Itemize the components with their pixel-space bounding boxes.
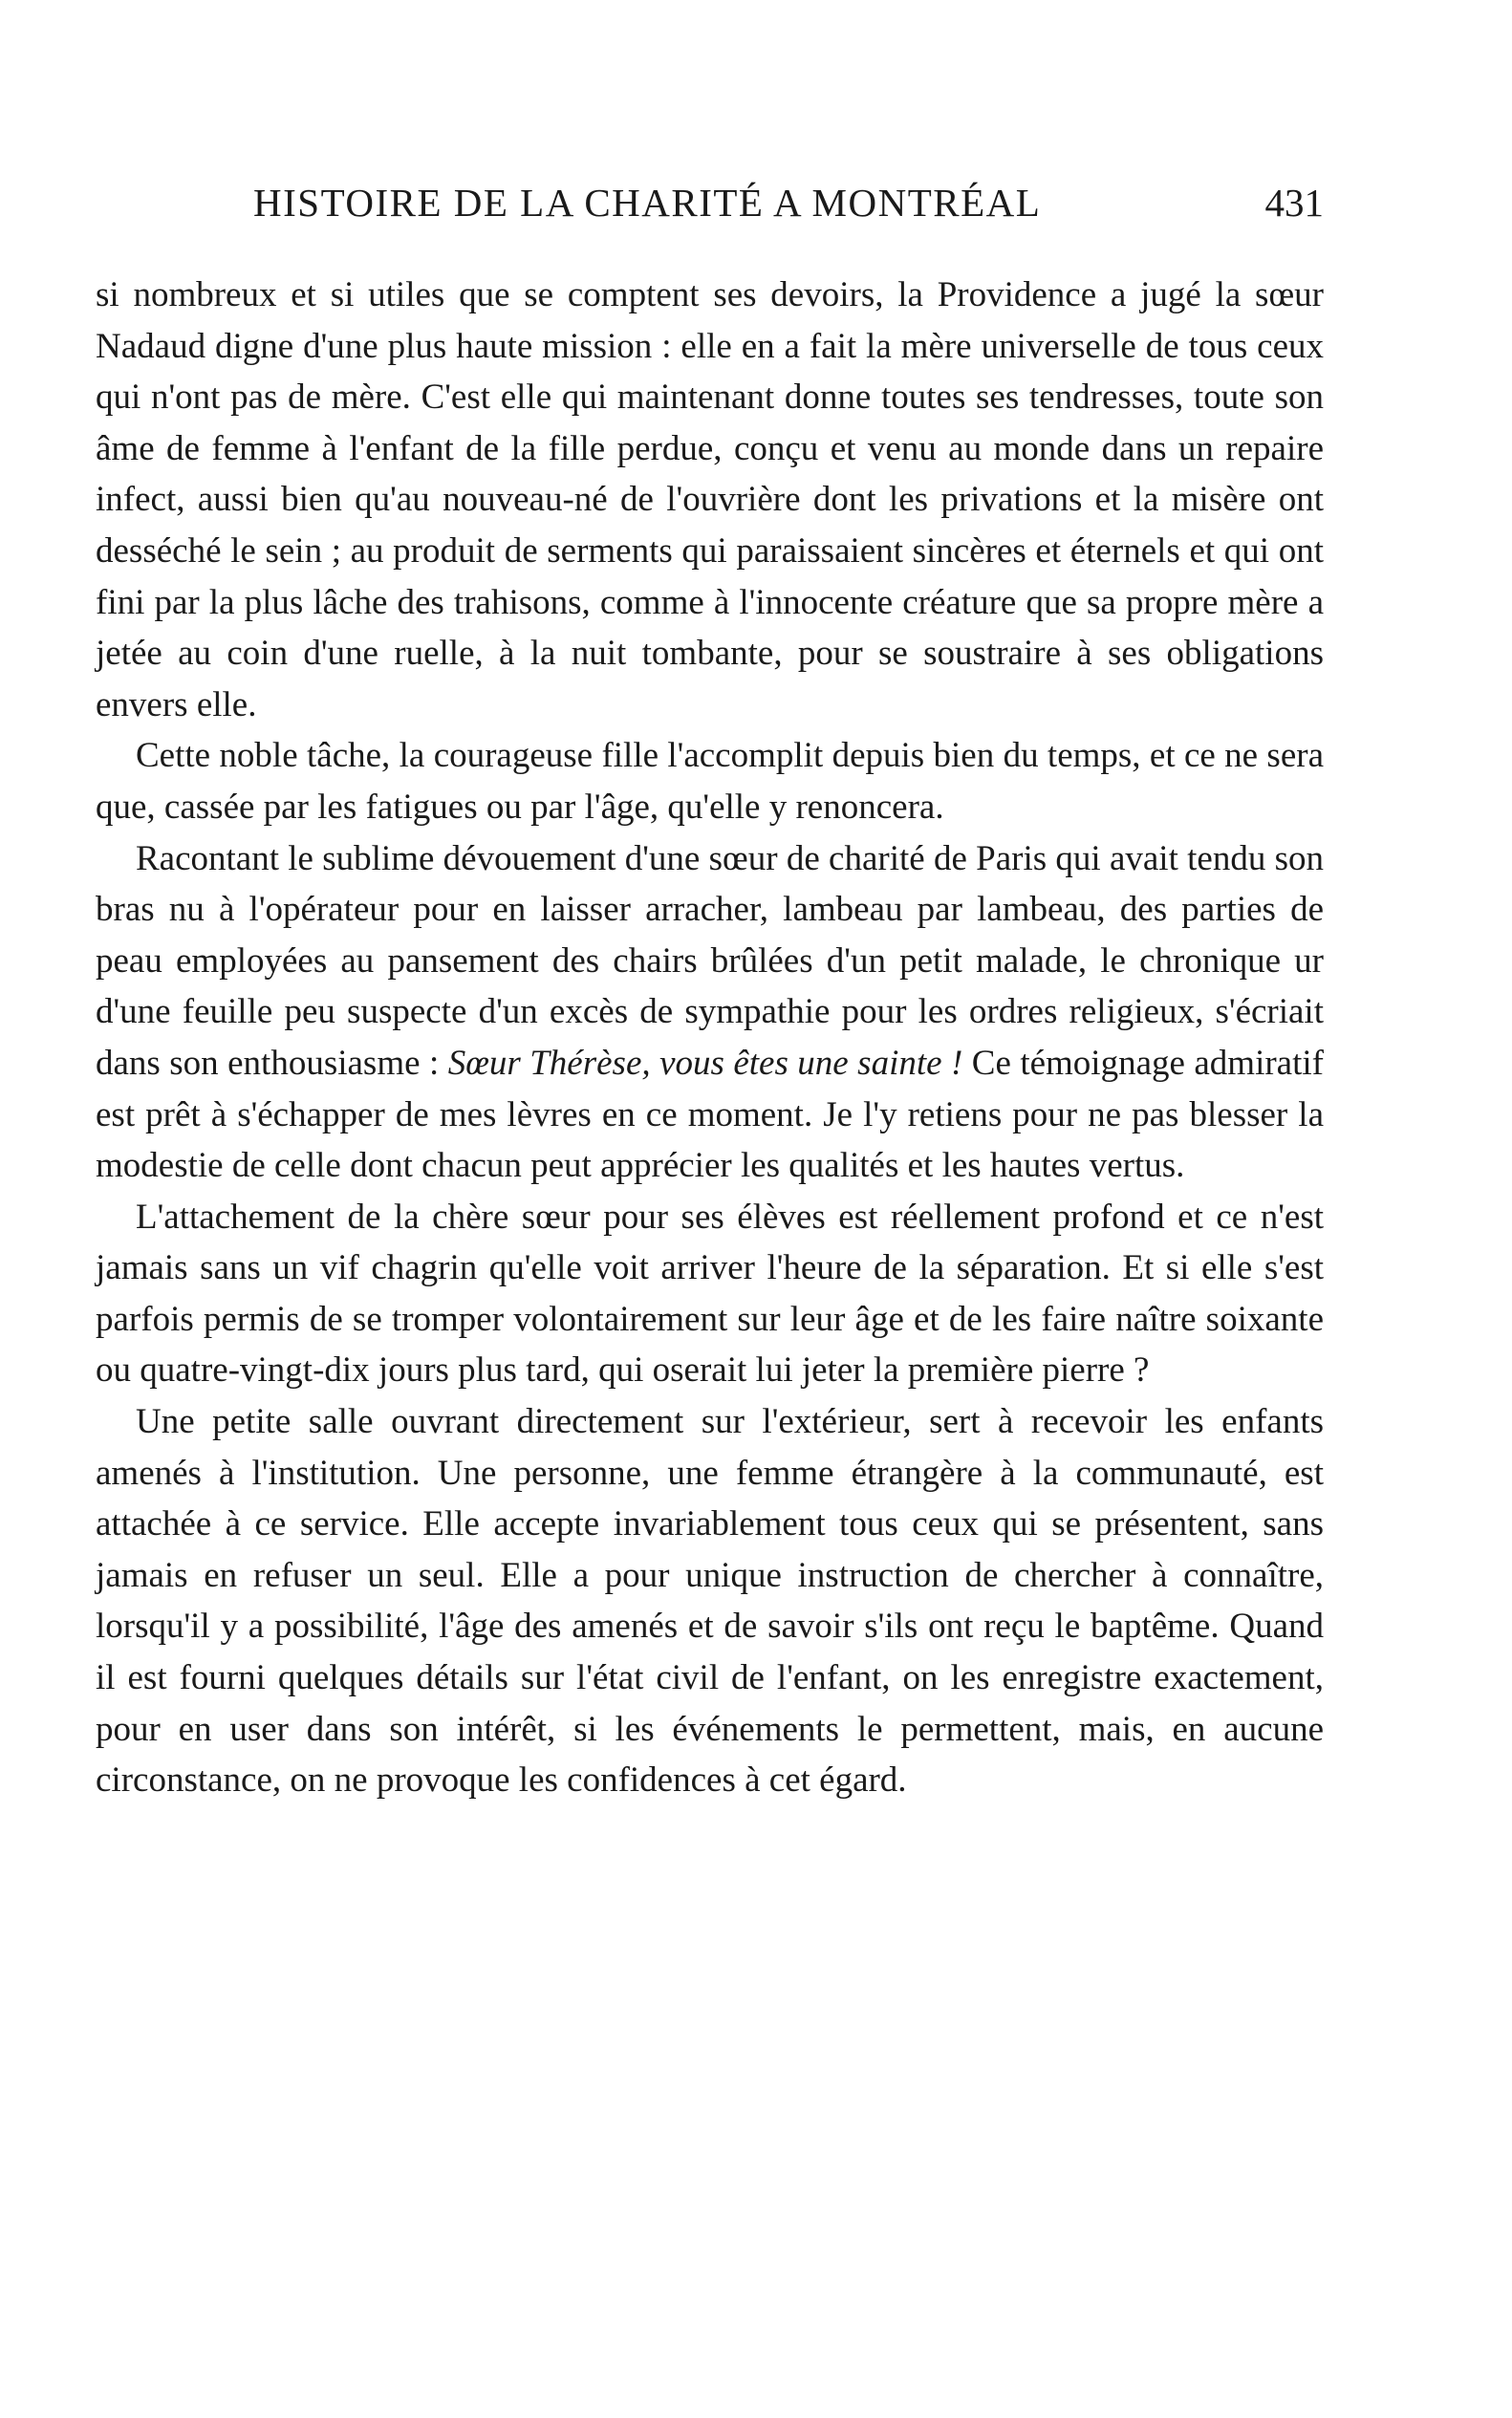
body-text: [96, 270, 1324, 1806]
paragraph-1: si nombreux et si utiles que se comptent ses devoirs, la Providence a jugé la sœur Nadaud digne d'une plus haute mission : elle en a fait la mère universelle de tous ceux qui n'ont pas de mère. C'est elle qui maintenant donne toutes ses tendresses, toute son âme de femme à l'enfant de la fille perdue, conçu et venu au monde dans un repaire infect, aussi bien qu'au nouveau-né de l'ouvrière dont les privations et la misère ont desséché le sein ; au produit de serments qui paraissaient sincères et éternels et qui ont fini par la plus lâche des trahisons, comme à l'innocente créature que sa propre mère a jetée au coin d'une ruelle, à la nuit tombante, pour se soustraire à ses obligations envers elle.: [96, 275, 1324, 724]
running-title: HISTOIRE DE LA CHARITÉ A MONTRÉAL: [253, 181, 1042, 225]
page-number: 431: [1264, 181, 1324, 225]
paragraph-2: Cette noble tâche, la courageuse fille l'accomplit depuis bien du temps, et ce ne sera que, cassée par les fatigues ou par l'âge, qu'elle y renoncera.: [96, 736, 1324, 827]
paragraph-3: [96, 833, 1324, 1192]
paragraph-4: L'attachement de la chère sœur pour ses élèves est réellement profond et ce n'est jamais sans un vif chagrin qu'elle voit arriver l'heure de la séparation. Et si elle s'est parfois permis de se tromper volontairement sur leur âge et de les faire naître soixante ou quatre-vingt-dix jours plus tard, qui oserait lui jeter la première pierre ?: [96, 1197, 1324, 1391]
paragraph-3-text-before: Racontant le sublime dévouement d'une sœur de charité de Paris qui avait tendu son bras nu à l'opérateur pour en laisser arracher, lambeau par lambeau, des parties de peau employées au pansement des chairs brûlées d'un petit malade, le chronique ur d'une feuille peu suspecte d'un excès de sympathie pour les ordres religieux, s'écriait dans son enthousiasme :: [96, 838, 1324, 1083]
page-header: [253, 180, 1324, 237]
paragraph-5: Une petite salle ouvrant directement sur l'extérieur, sert à recevoir les enfants amenés à l'institution. Une personne, une femme étrangère à la communauté, est attachée à ce service. Elle accepte invariablement tous ceux qui se présentent, sans jamais en refuser un seul. Elle a pour unique instruction de chercher à connaître, lorsqu'il y a possibilité, l'âge des amenés et de savoir s'ils ont reçu le baptême. Quand il est fourni quelques détails sur l'état civil de l'enfant, on les enregistre exactement, pour en user dans son intérêt, si les événements le permettent, mais, en aucune circonstance, on ne provoque les confidences à cet égard.: [96, 1402, 1324, 1801]
paragraph-3-text-after: Ce témoignage admiratif est prêt à s'échapper de mes lèvres en ce moment. Je l'y retiens pour ne pas blesser la modestie de celle dont chacun peut apprécier les qualités et les hautes vertus.: [96, 1043, 1324, 1186]
paragraph-3-quote: Sœur Thérèse, vous êtes une sainte !: [447, 1043, 963, 1083]
